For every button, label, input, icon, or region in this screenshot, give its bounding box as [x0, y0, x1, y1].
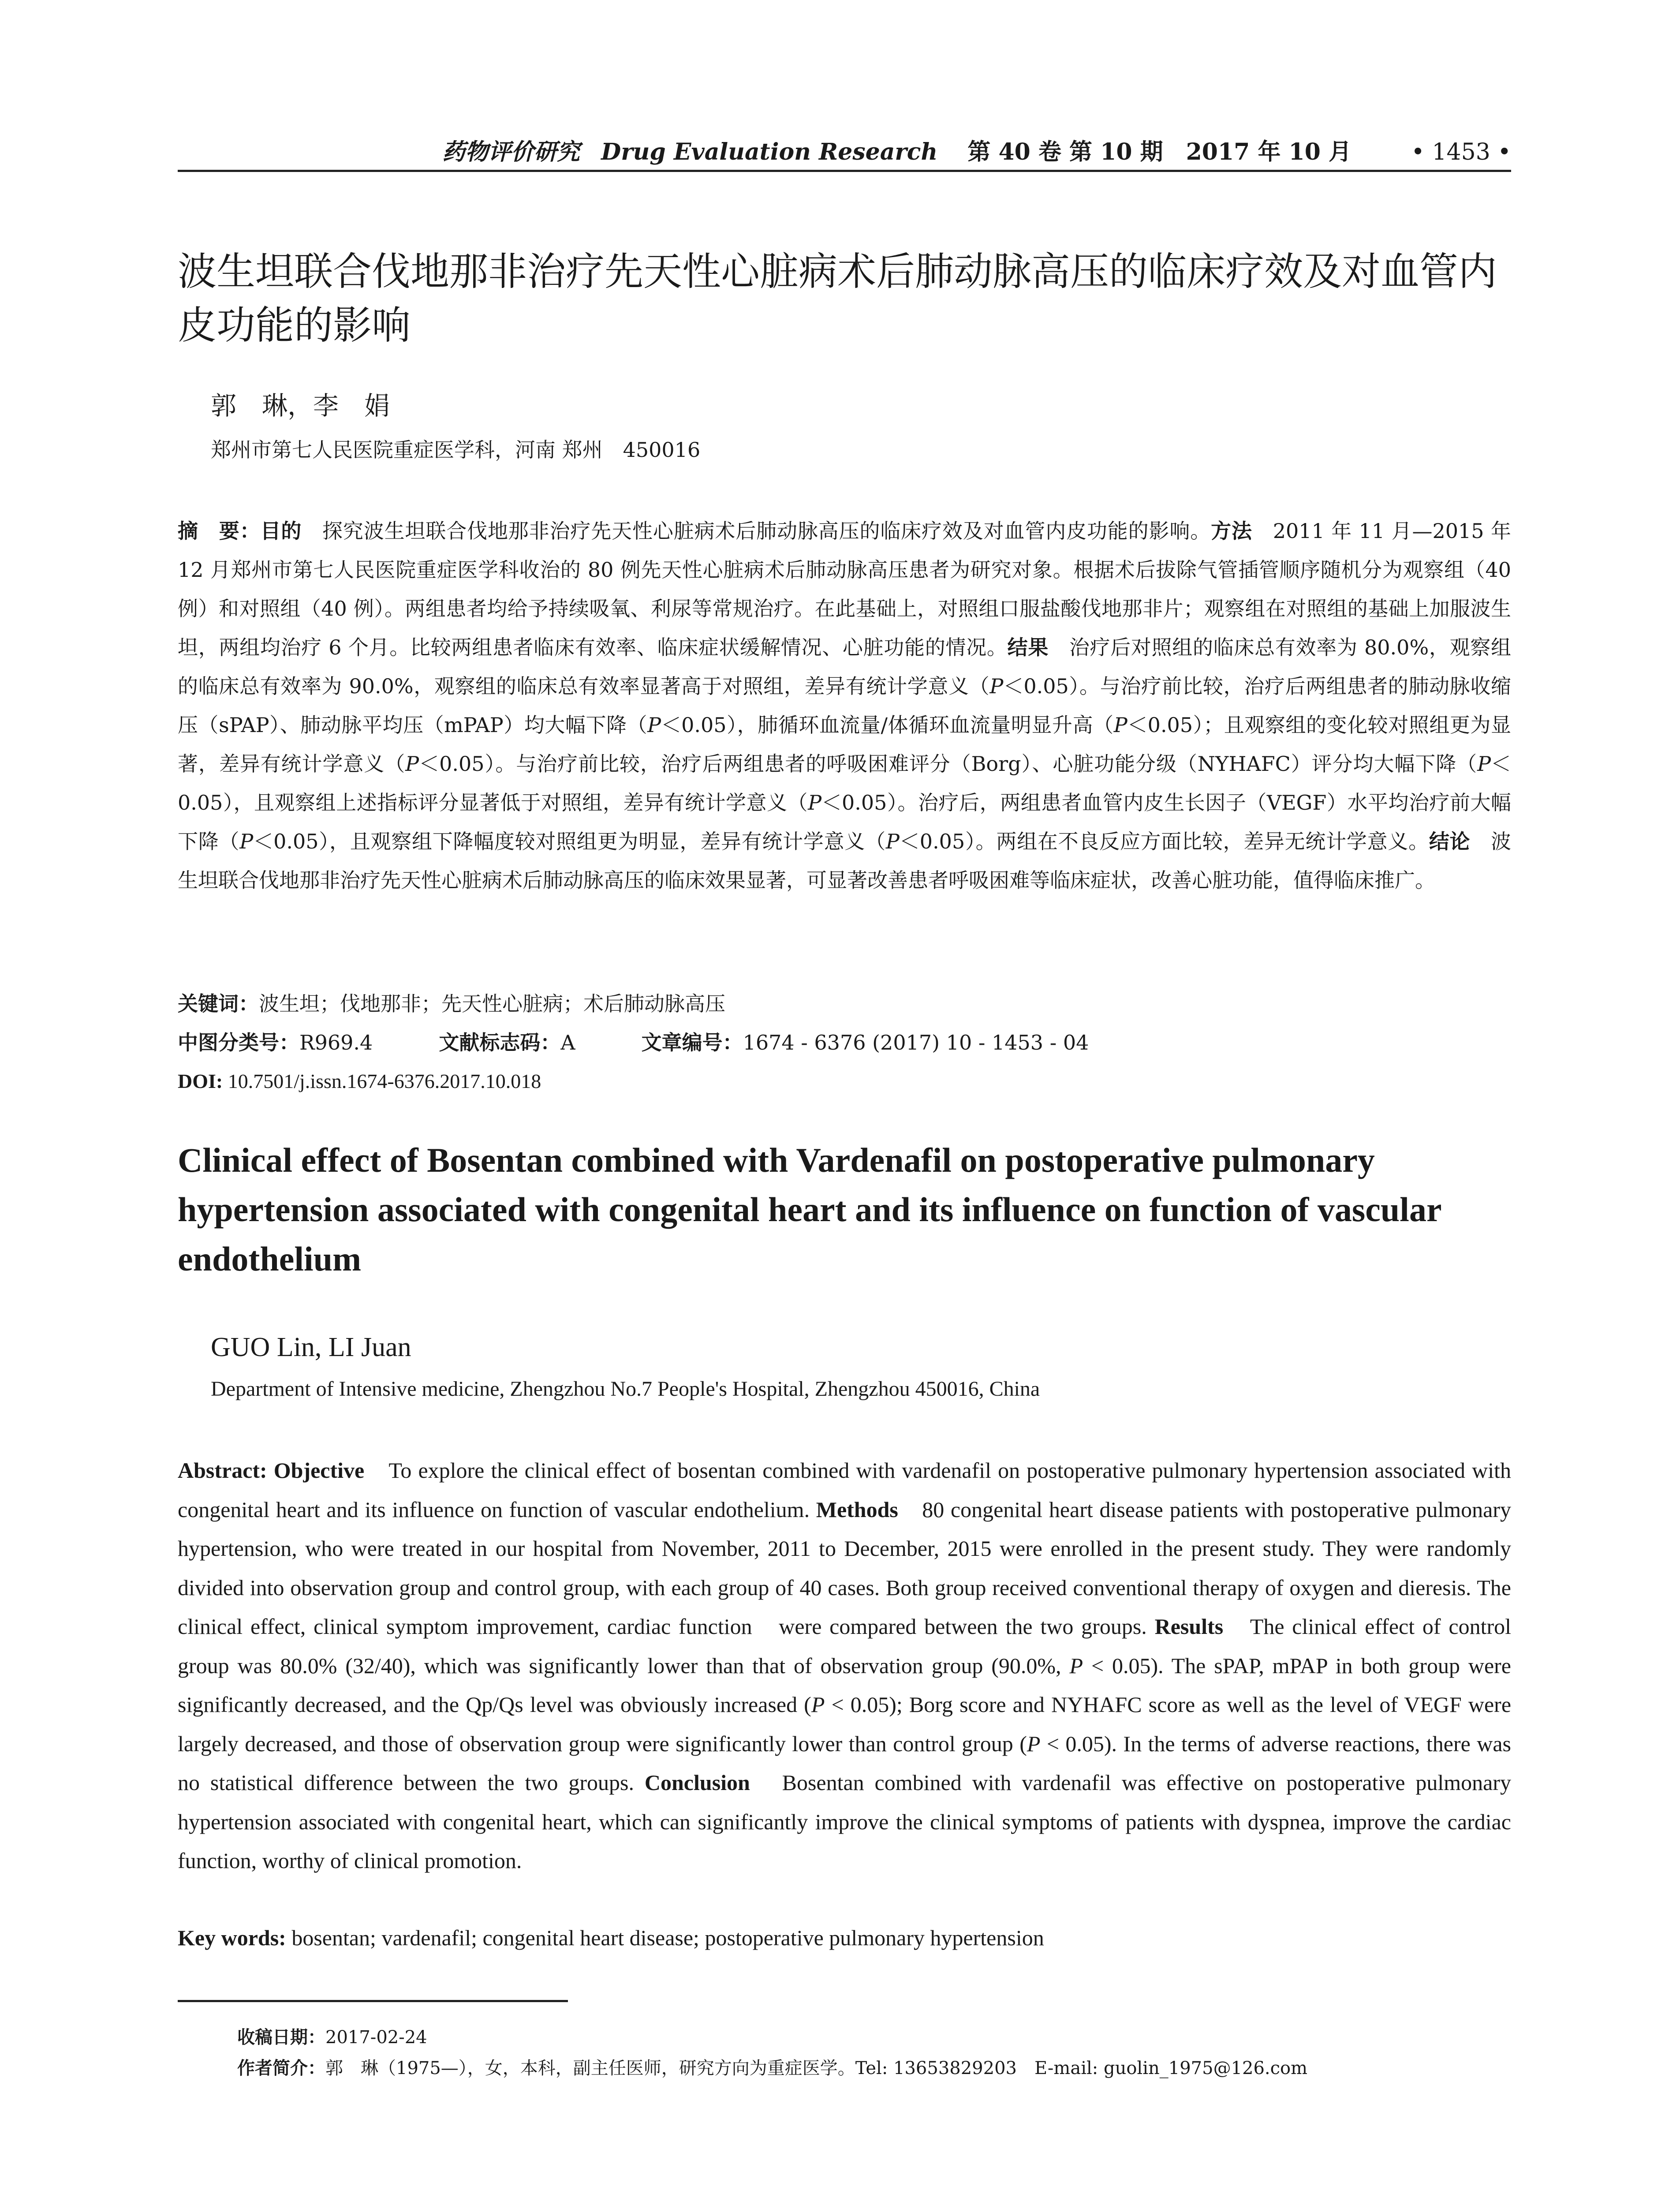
results-text-cn: 治疗后对照组的临床总有效率为 80.0%，观察组的临床总有效率为 90.0%，观察组的临床总有效率显著高于对照组，差异有统计学意义（ — [178, 635, 1511, 698]
keywords-en-text: bosentan; vardenafil; congenital heart disease; postoperative pulmonary hypertension — [286, 1925, 1044, 1950]
doi-label: DOI: — [178, 1070, 223, 1092]
affiliation-cn: 郑州市第七人民医院重症医学科，河南 郑州 450016 — [211, 438, 701, 462]
keywords-cn-label: 关键词： — [178, 992, 259, 1016]
results-text-cn: ＜0.05）。与治疗前比较，治疗后两组患者的呼吸困难评分（Borg）、心脏功能分级（NYHAFC）评分均大幅下降（ — [419, 752, 1478, 776]
journal-page — [178, 0, 1511, 2205]
methods-text-en: 80 congenital heart disease patients with postoperative pulmonary hypertension, who were treated in our hospital from November, 2011 to December, 2015 were enrolled in the present study. They were randomly divided into observation group and control group, with each group of 40 cases. Both group received conventional therapy of oxygen and dieresis. The clinical effect, clinical symptom improvement, cardiac function were compared between the two groups. — [178, 1497, 1511, 1639]
running-header-center — [442, 137, 1351, 168]
p-symbol: P — [1113, 713, 1127, 737]
title-cn: 波生坦联合伐地那非治疗先天性心脏病术后肺动脉高压的临床疗效及对血管内皮功能的影响 — [178, 249, 1497, 348]
abstract-cn — [178, 512, 1511, 900]
keywords-cn — [178, 984, 1511, 1023]
p-symbol: P — [1069, 1653, 1083, 1678]
results-text-en: < 0.05). The sPAP, mPAP in both group were significantly decreased, and the Qp/Qs level was obviously increased ( — [178, 1653, 1511, 1717]
author-bio — [237, 2055, 1307, 2082]
clc-label: 中图分类号： — [178, 1031, 299, 1054]
received-label: 收稿日期： — [237, 2027, 325, 2048]
results-text-cn: ＜0.05）。两组在不良反应方面比较，差异无统计学意义。 — [899, 830, 1429, 853]
clc-code: R969.4 — [299, 1031, 373, 1054]
doc-code-label: 文献标志码： — [439, 1031, 561, 1054]
methods-label-cn: 方法 — [1211, 519, 1252, 543]
article-number: 1674 - 6376 (2017) 10 - 1453 - 04 — [743, 1031, 1089, 1054]
authors-cn: 郭 琳，李 娟 — [211, 391, 390, 421]
results-text-cn: ＜0.05）；且观察组的变化较对照组更为显著，差异有统计学意义（ — [178, 713, 1511, 776]
running-header — [178, 137, 1511, 172]
p-symbol: P — [989, 674, 1004, 698]
p-symbol: P — [808, 791, 822, 815]
classification-line — [178, 1023, 1511, 1062]
conclusion-text-en: Bosentan combined with vardenafil was effective on postoperative pulmonary hypertension associated with congenital heart, which can significantly improve the clinical symptoms of patients with dyspnea, improve the cardiac function, worthy of clinical promotion. — [178, 1770, 1512, 1873]
abstract-en-label: Abstract: Objective — [178, 1458, 365, 1483]
issue-info: 第 40 卷 第 10 期 2017 年 10 月 — [967, 138, 1352, 165]
methods-label-en: Methods — [816, 1497, 898, 1522]
keywords-en-label: Key words: — [178, 1925, 286, 1950]
results-text-cn: ＜0.05），肺循环血流量/体循环血流量明显升高（ — [661, 713, 1114, 737]
objective-text-cn: 探究波生坦联合伐地那非治疗先天性心脏病术后肺动脉高压的临床疗效及对血管内皮功能的影响。 — [302, 519, 1211, 543]
p-symbol: P — [811, 1692, 825, 1717]
p-symbol: P — [405, 752, 419, 776]
article-number-label: 文章编号： — [641, 1031, 743, 1054]
results-text-cn: ＜0.05），且观察组上述指标评分显著低于对照组，差异有统计学意义（ — [178, 752, 1512, 815]
objective-label-cn: 目的 — [260, 519, 302, 543]
p-symbol: P — [885, 830, 900, 853]
results-text-cn: ＜0.05）。与治疗前比较，治疗后两组患者的肺动脉收缩压（sPAP）、肺动脉平均压（mPAP）均大幅下降（ — [178, 674, 1511, 737]
received-value: 2017-02-24 — [325, 2027, 427, 2048]
title-en: Clinical effect of Bosentan combined with Vardenafil on postoperative pulmonary hypertension associated with congenital heart and its influence on function of vascular endothelium — [178, 1141, 1441, 1278]
authors-en: GUO Lin, LI Juan — [211, 1332, 411, 1362]
objective-text-en: To explore the clinical effect of bosentan combined with vardenafil on postoperative pulmonary hypertension associated with congenital heart and its influence on function of vascular endothelium. — [178, 1458, 1511, 1522]
doc-code: A — [560, 1031, 575, 1054]
journal-name-en: Drug Evaluation Research — [601, 138, 938, 165]
p-symbol: P — [1477, 752, 1491, 776]
journal-name-cn: 药物评价研究 — [442, 138, 580, 165]
results-text-cn: ＜0.05）。治疗后，两组患者血管内皮生长因子（VEGF）水平均治疗前大幅下降（ — [178, 791, 1512, 853]
keywords-cn-text: 波生坦；伐地那非；先天性心脏病；术后肺动脉高压 — [259, 992, 725, 1016]
conclusion-text-cn: 波生坦联合伐地那非治疗先天性心脏病术后肺动脉高压的临床效果显著，可显著改善患者呼吸困难等临床症状，改善心脏功能，值得临床推广。 — [178, 830, 1512, 892]
results-text-en: The clinical effect of control group was 80.0% (32/40), which was significantly lower than that of observation group (90.0%, — [178, 1614, 1512, 1678]
doi-text: 10.7501/j.issn.1674-6376.2017.10.018 — [223, 1070, 541, 1092]
conclusion-label-en: Conclusion — [644, 1770, 750, 1795]
results-text-cn: ＜0.05），且观察组下降幅度较对照组更为明显，差异有统计学意义（ — [253, 830, 886, 853]
received-date — [237, 2024, 427, 2051]
abstract-cn-label: 摘 要： — [178, 519, 261, 543]
author-bio-text: 郭 琳（1975—），女，本科，副主任医师，研究方向为重症医学。Tel: 13653829203 E-mail: guolin_1975@126.com — [325, 2058, 1308, 2078]
affiliation-en: Department of Intensive medicine, Zhengzhou No.7 People's Hospital, Zhengzhou 450016, China — [211, 1377, 1040, 1401]
p-symbol: P — [647, 713, 661, 737]
page-number: • 1453 • — [1411, 139, 1511, 165]
results-label-cn: 结果 — [1007, 635, 1049, 659]
doi-line — [178, 1062, 1511, 1101]
results-text-en: < 0.05); Borg score and NYHAFC score as well as the level of VEGF were largely decreased, and those of observation group were significantly lower than control group ( — [178, 1692, 1512, 1756]
author-bio-label: 作者简介： — [237, 2058, 325, 2078]
results-label-en: Results — [1154, 1614, 1224, 1639]
footnote-divider — [178, 2000, 568, 2002]
abstract-en — [178, 1451, 1511, 1880]
methods-text-cn: 2011 年 11 月—2015 年 12 月郑州市第七人民医院重症医学科收治的 80 例先天性心脏病术后肺动脉高压患者为研究对象。根据术后拔除气管插管顺序随机分为观察组（40 例）和对照组（40 例）。两组患者均给予持续吸氧、利尿等常规治疗。在此基础上，对照组口服盐酸伐地那非片；观察组在对照组的基础上加服波生坦，两组均治疗 6 个月。比较两组患者临床有效率、临床症状缓解情况、心脏功能的情况。 — [178, 519, 1512, 659]
results-text-en: < 0.05). In the terms of adverse reactions, there was no statistical difference between the two groups. — [178, 1731, 1511, 1795]
p-symbol: P — [1027, 1731, 1041, 1756]
p-symbol: P — [239, 830, 254, 853]
keywords-en — [178, 1918, 1511, 1957]
conclusion-label-cn: 结论 — [1429, 830, 1471, 853]
